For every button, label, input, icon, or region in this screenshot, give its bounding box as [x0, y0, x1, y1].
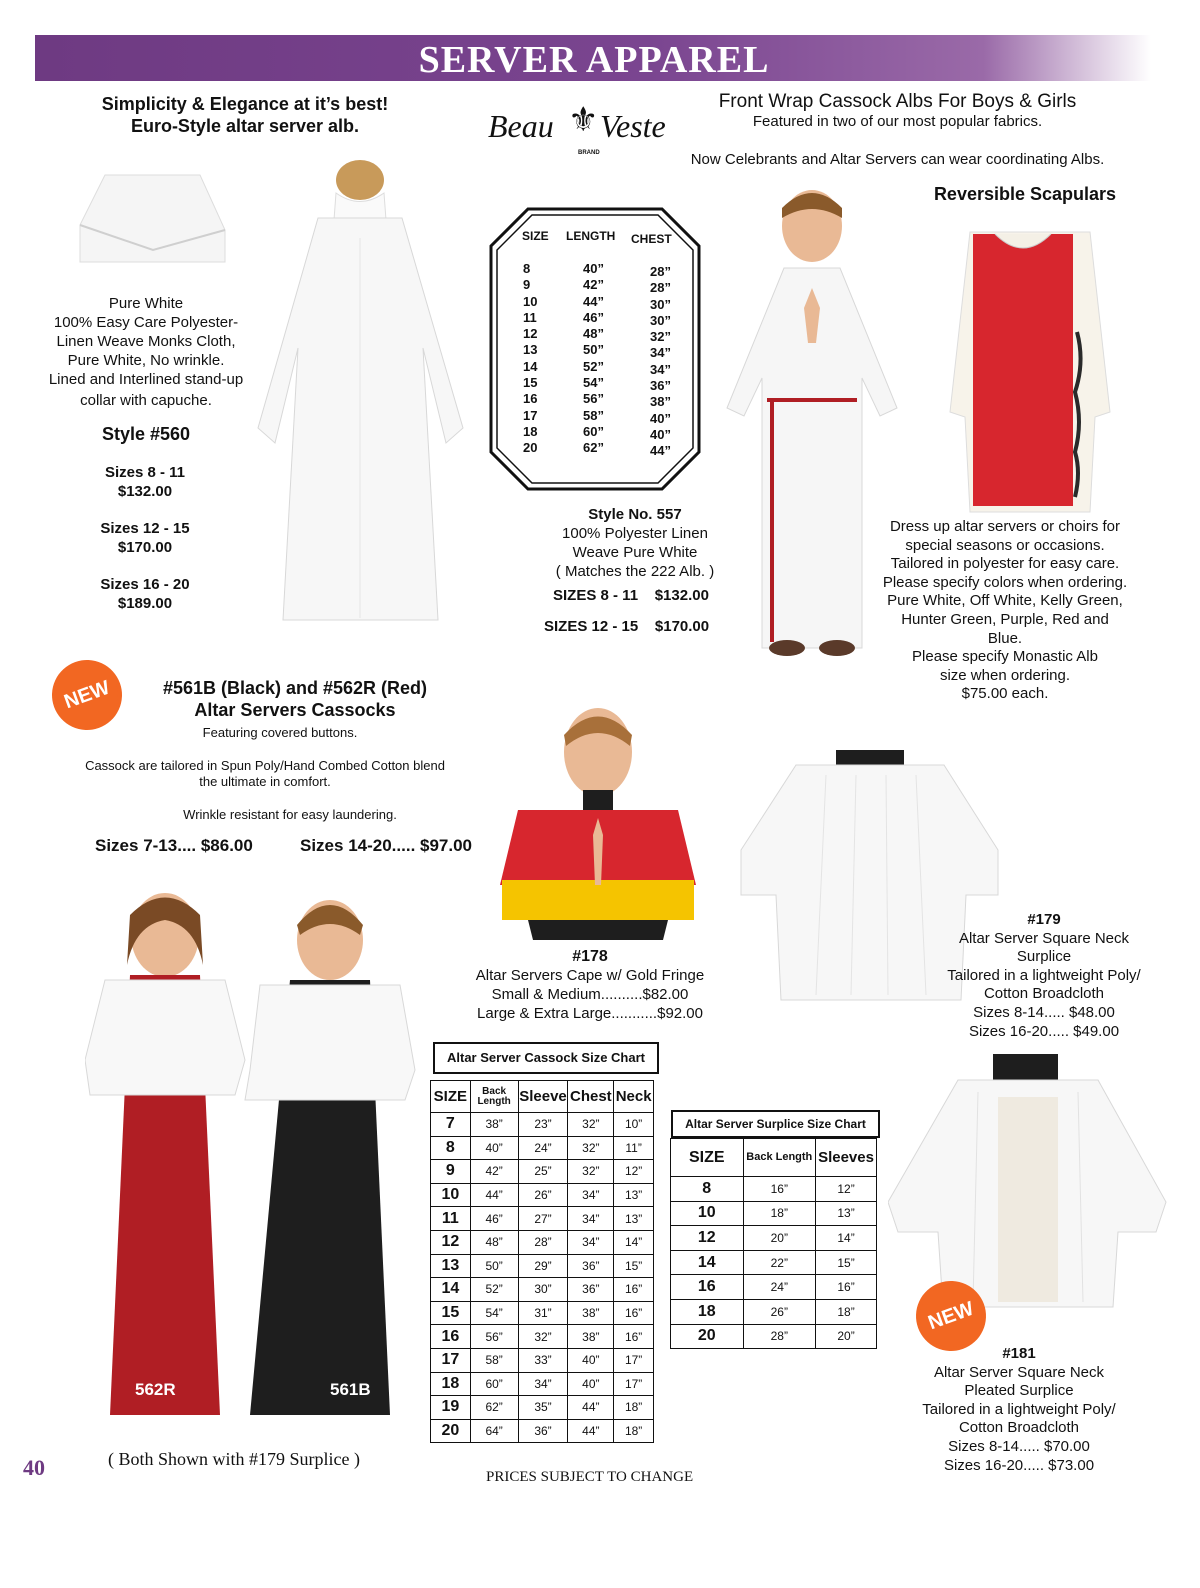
- alb560-desc-line: Pure White: [108, 295, 184, 312]
- price-value: $189.00: [117, 595, 173, 612]
- alb560-headline-line2: Euro-Style altar server alb.: [130, 116, 360, 136]
- table-cell: 13: [431, 1254, 471, 1278]
- front-wrap-sub: Featured in two of our most popular fabrics.: [752, 113, 1043, 130]
- table-cell: 33”: [518, 1348, 568, 1372]
- size-box-value: 14: [523, 358, 538, 374]
- alb560-desc-line: Pure White, No wrinkle.: [67, 352, 225, 369]
- brand-logo: [488, 100, 678, 160]
- table-cell: 20: [671, 1324, 744, 1349]
- table-cell: 44”: [470, 1183, 518, 1207]
- scapulars-desc-line: Tailored in polyester for easy care.: [890, 555, 1120, 573]
- scapulars-desc-line: special seasons or occasions.: [905, 536, 1105, 554]
- size-box-value: 40”: [650, 426, 671, 442]
- size-box-sizes: [523, 261, 537, 457]
- table-row: [431, 1113, 654, 1137]
- fleur-de-lis-icon: ⚜: [568, 101, 599, 139]
- table-cell: 8: [671, 1177, 744, 1202]
- alb560-desc-line: 100% Easy Care Polyester-: [53, 314, 239, 331]
- cape178-image: [498, 700, 698, 942]
- table-cell: 18”: [614, 1419, 654, 1443]
- alb560-prices: [60, 463, 230, 613]
- table-row: [431, 1160, 654, 1184]
- alb560-headline: [60, 93, 430, 137]
- label-561b: 561B: [330, 1380, 371, 1399]
- cassocks-price-2: Sizes 14-20..... $97.00: [300, 836, 473, 855]
- table-cell: 52”: [470, 1278, 518, 1302]
- table-cell: 8: [431, 1136, 471, 1160]
- size-box-value: 40”: [650, 410, 671, 426]
- table-cell: 40”: [568, 1372, 614, 1396]
- cape178-desc: Small & Medium..........$82.00: [491, 986, 689, 1003]
- table-cell: 36”: [518, 1419, 568, 1443]
- table-cell: 18: [671, 1299, 744, 1324]
- table-cell: 16: [671, 1275, 744, 1300]
- table-cell: 25”: [518, 1160, 568, 1184]
- table-cell: 24”: [743, 1275, 816, 1300]
- scapulars-desc-line: Pure White, Off White, Kelly Green,: [887, 592, 1123, 610]
- surplice181-desc: Pleated Surplice: [964, 1382, 1074, 1400]
- front-wrap-header: [680, 91, 1115, 169]
- table-cell: 16”: [816, 1275, 877, 1300]
- cassocks-feature: Featuring covered buttons.: [202, 725, 358, 740]
- alb560-description: [40, 294, 252, 410]
- table-row: [431, 1372, 654, 1396]
- table-cell: 10: [671, 1201, 744, 1226]
- table-cell: 34”: [568, 1183, 614, 1207]
- front-wrap-note: Now Celebrants and Altar Servers can wear coordinating Albs.: [690, 151, 1105, 168]
- size-box-value: 28”: [650, 280, 671, 296]
- price-value: $170.00: [117, 539, 173, 556]
- page-number: 40: [23, 1455, 45, 1480]
- scapular-image: [945, 212, 1115, 514]
- table-cell: 10”: [614, 1113, 654, 1137]
- table-cell: 10: [431, 1183, 471, 1207]
- size-box-value: 54”: [583, 375, 604, 391]
- scapulars-title: Reversible Scapulars: [933, 184, 1117, 204]
- new-badge: NEW: [47, 655, 126, 734]
- table-cell: 14”: [614, 1230, 654, 1254]
- table-cell: 18”: [614, 1396, 654, 1420]
- size-box-value: 48”: [583, 326, 604, 342]
- scapulars-desc-line: Dress up altar servers or choirs for: [889, 518, 1121, 535]
- size-box-value: 60”: [583, 423, 604, 439]
- table-row: [431, 1136, 654, 1160]
- table-cell: 17”: [614, 1348, 654, 1372]
- surplice179-desc: Sizes 8-14..... $48.00: [973, 1003, 1115, 1021]
- scapulars-desc-line: Hunter Green, Purple, Red and: [901, 610, 1109, 628]
- table-cell: 16”: [614, 1278, 654, 1302]
- table-row: [671, 1250, 877, 1275]
- size-box-value: 8: [523, 261, 531, 276]
- table-cell: 14: [671, 1250, 744, 1275]
- table-cell: 12: [671, 1226, 744, 1251]
- scapulars-desc-line: Blue.: [987, 629, 1023, 647]
- size-box-header: CHEST: [631, 232, 672, 246]
- surplice179-number: #179: [1027, 911, 1061, 928]
- size-box-value: 16: [523, 391, 538, 407]
- table-cell: 36”: [568, 1254, 614, 1278]
- size-box-value: 62”: [583, 440, 604, 456]
- style557-price-2: SIZES 12 - 15 $170.00: [544, 618, 710, 635]
- table-cell: 50”: [470, 1254, 518, 1278]
- table-row: [431, 1348, 654, 1372]
- table-cell: 18: [431, 1372, 471, 1396]
- table-cell: 23”: [518, 1113, 568, 1137]
- size-box-value: 30”: [650, 296, 671, 312]
- table-row: [671, 1299, 877, 1324]
- table-cell: 9: [431, 1160, 471, 1184]
- cassock-chart-header: Back Length: [470, 1081, 518, 1113]
- surplice181-desc: Tailored in a lightweight Poly/: [922, 1400, 1116, 1418]
- table-row: [431, 1183, 654, 1207]
- surplice179-desc: Cotton Broadcloth: [983, 985, 1105, 1003]
- cassock-size-chart: [430, 1080, 654, 1443]
- surplice181-desc: Sizes 16-20..... $73.00: [943, 1456, 1095, 1474]
- brand-name-1: Beau: [488, 108, 554, 144]
- table-row: [431, 1419, 654, 1443]
- style557-desc: 100% Polyester Linen: [562, 525, 708, 542]
- size-box-value: 32”: [650, 329, 671, 345]
- table-row: [671, 1324, 877, 1349]
- size-box-value: 12: [523, 326, 538, 342]
- table-cell: 32”: [568, 1160, 614, 1184]
- front-wrap-title: Front Wrap Cassock Albs For Boys & Girls: [718, 91, 1077, 112]
- table-cell: 12”: [614, 1160, 654, 1184]
- table-cell: 14”: [816, 1226, 877, 1251]
- table-cell: 11: [431, 1207, 471, 1231]
- table-cell: 38”: [568, 1301, 614, 1325]
- table-cell: 24”: [518, 1136, 568, 1160]
- table-cell: 60”: [470, 1372, 518, 1396]
- table-cell: 26”: [518, 1183, 568, 1207]
- table-cell: 64”: [470, 1419, 518, 1443]
- brand-sub: BRAND: [578, 150, 600, 156]
- cape178-desc: Large & Extra Large...........$92.00: [477, 1005, 703, 1022]
- price-size: Sizes 12 - 15: [100, 520, 190, 537]
- table-cell: 16”: [614, 1325, 654, 1349]
- style557-title: Style No. 557: [588, 506, 682, 523]
- cassock-kids-image: [85, 885, 425, 1430]
- capuche-collar-image: [75, 170, 230, 265]
- surplice181-block: [905, 1345, 1133, 1475]
- table-cell: 17: [431, 1348, 471, 1372]
- table-cell: 13”: [614, 1207, 654, 1231]
- surplice-size-chart: [670, 1138, 877, 1349]
- surplice181-number: #181: [1002, 1345, 1036, 1362]
- size-box-header: LENGTH: [566, 229, 616, 243]
- new-badge: NEW: [911, 1276, 990, 1355]
- size-box-value: 40”: [583, 261, 604, 276]
- table-cell: 13”: [614, 1183, 654, 1207]
- surplice-chart-header: SIZE: [671, 1139, 744, 1177]
- table-cell: 11”: [614, 1136, 654, 1160]
- size-box-value: 38”: [650, 394, 671, 410]
- table-cell: 32”: [518, 1325, 568, 1349]
- surplice181-image: [888, 1052, 1170, 1310]
- style557-price-1: SIZES 8 - 11 $132.00: [553, 587, 709, 604]
- alb560-style: Style #560: [101, 424, 191, 444]
- table-cell: 40”: [568, 1348, 614, 1372]
- table-cell: 28”: [743, 1324, 816, 1349]
- size-box-value: 44”: [583, 293, 604, 309]
- table-cell: 15”: [816, 1250, 877, 1275]
- size-box-value: 10: [523, 293, 538, 309]
- table-row: [671, 1177, 877, 1202]
- size-box-lengths: [583, 261, 604, 457]
- surplice-chart-header: Sleeves: [816, 1139, 877, 1177]
- prices-note: PRICES SUBJECT TO CHANGE: [486, 1469, 694, 1485]
- table-row: [431, 1325, 654, 1349]
- size-box-value: 28”: [650, 264, 671, 279]
- cassocks-desc-line: Cassock are tailored in Spun Poly/Hand Combed Cotton blend: [85, 758, 445, 773]
- table-cell: 34”: [518, 1372, 568, 1396]
- table-row: [671, 1201, 877, 1226]
- page-title: SERVER APPAREL: [418, 39, 770, 81]
- table-row: [431, 1230, 654, 1254]
- alb560-desc-line: Lined and Interlined stand-up: [48, 371, 244, 388]
- table-cell: 34”: [568, 1207, 614, 1231]
- table-row: [431, 1207, 654, 1231]
- cassocks-price-1: Sizes 7-13.... $86.00: [95, 836, 253, 855]
- alb560-headline-line1: Simplicity & Elegance at it’s best!: [101, 94, 389, 114]
- cassocks-desc-line: the ultimate in comfort.: [199, 774, 331, 789]
- alb560-desc-line: collar with capuche.: [80, 392, 212, 409]
- table-row: [671, 1275, 877, 1300]
- size-box-value: 20: [523, 440, 538, 456]
- table-cell: 32”: [568, 1113, 614, 1137]
- size-box-value: 18: [523, 423, 538, 439]
- table-row: [431, 1278, 654, 1302]
- cape178-desc: Altar Servers Cape w/ Gold Fringe: [475, 967, 705, 984]
- table-cell: 16”: [614, 1301, 654, 1325]
- table-cell: 28”: [518, 1230, 568, 1254]
- scapulars-desc-line: Please specify Monastic Alb: [912, 648, 1098, 666]
- cassock-chart-header: SIZE: [431, 1081, 471, 1113]
- size-box-value: 52”: [583, 358, 604, 374]
- cassock-chart-header: Chest: [568, 1081, 614, 1113]
- table-cell: 48”: [470, 1230, 518, 1254]
- table-cell: 22”: [743, 1250, 816, 1275]
- table-cell: 16: [431, 1325, 471, 1349]
- alb560-image: [248, 158, 473, 628]
- size-box-value: 15: [523, 375, 538, 391]
- table-cell: 62”: [470, 1396, 518, 1420]
- table-cell: 44”: [568, 1419, 614, 1443]
- style557-block: [535, 505, 735, 581]
- table-cell: 38”: [470, 1113, 518, 1137]
- table-row: [671, 1226, 877, 1251]
- size-box-value: 11: [523, 309, 537, 325]
- cassock-chart-header: Neck: [614, 1081, 654, 1113]
- table-cell: 19: [431, 1396, 471, 1420]
- table-cell: 12”: [816, 1177, 877, 1202]
- size-box-value: 13: [523, 342, 538, 358]
- cape178-number: #178: [572, 948, 608, 965]
- scapulars-description: [870, 518, 1140, 704]
- size-box-value: 34”: [650, 345, 671, 361]
- surplice-chart-title: Altar Server Surplice Size Chart: [671, 1110, 880, 1138]
- table-cell: 26”: [743, 1299, 816, 1324]
- table-cell: 34”: [568, 1230, 614, 1254]
- table-cell: 14: [431, 1278, 471, 1302]
- surplice181-desc: Sizes 8-14..... $70.00: [948, 1437, 1090, 1455]
- cassock-chart-header: Sleeve: [518, 1081, 568, 1113]
- cape178-block: [460, 947, 720, 1023]
- cassocks-title-line1: #561B (Black) and #562R (Red): [162, 678, 428, 698]
- surplice179-desc: Altar Server Square Neck: [958, 929, 1130, 947]
- size-box-value: 42”: [583, 277, 604, 293]
- table-cell: 20”: [816, 1324, 877, 1349]
- table-cell: 20: [431, 1419, 471, 1443]
- label-562r: 562R: [135, 1380, 176, 1399]
- scapulars-desc-line: Please specify colors when ordering.: [882, 573, 1128, 591]
- brand-name-2: Veste: [600, 108, 666, 144]
- cassock-chart-title: Altar Server Cassock Size Chart: [433, 1042, 659, 1074]
- surplice179-desc: Surplice: [1016, 948, 1072, 966]
- table-cell: 32”: [568, 1136, 614, 1160]
- table-cell: 30”: [518, 1278, 568, 1302]
- size-box-value: 36”: [650, 378, 671, 394]
- table-cell: 56”: [470, 1325, 518, 1349]
- size-box-value: 9: [523, 277, 531, 293]
- table-cell: 38”: [568, 1325, 614, 1349]
- table-cell: 16”: [743, 1177, 816, 1202]
- table-cell: 13”: [816, 1201, 877, 1226]
- table-cell: 15: [431, 1301, 471, 1325]
- table-cell: 54”: [470, 1301, 518, 1325]
- table-cell: 35”: [518, 1396, 568, 1420]
- table-row: [431, 1254, 654, 1278]
- table-cell: 36”: [568, 1278, 614, 1302]
- table-cell: 17”: [614, 1372, 654, 1396]
- surplice181-desc: Cotton Broadcloth: [958, 1419, 1080, 1437]
- table-cell: 46”: [470, 1207, 518, 1231]
- cassocks-title-line2: Altar Servers Cassocks: [194, 700, 396, 720]
- table-cell: 27”: [518, 1207, 568, 1231]
- style557-desc: ( Matches the 222 Alb. ): [555, 563, 715, 580]
- scapulars-desc-line: size when ordering.: [939, 666, 1071, 684]
- size-box-value: 34”: [650, 361, 671, 377]
- surplice179-desc: Tailored in a lightweight Poly/: [947, 966, 1141, 984]
- size-box-value: 56”: [583, 391, 604, 407]
- table-row: [431, 1301, 654, 1325]
- cassocks-title: [120, 677, 470, 721]
- price-size: Sizes 16 - 20: [100, 576, 190, 593]
- size-box-header: SIZE: [522, 229, 549, 243]
- table-cell: 40”: [470, 1136, 518, 1160]
- table-cell: 15”: [614, 1254, 654, 1278]
- price-size: Sizes 8 - 11: [104, 464, 186, 481]
- cassocks-caption: ( Both Shown with #179 Surplice ): [108, 1449, 360, 1469]
- surplice-chart-header: Back Length: [743, 1139, 816, 1177]
- size-box-value: 44”: [650, 443, 671, 459]
- table-cell: 42”: [470, 1160, 518, 1184]
- table-cell: 18”: [743, 1201, 816, 1226]
- table-cell: 20”: [743, 1226, 816, 1251]
- table-cell: 12: [431, 1230, 471, 1254]
- surplice179-desc: Sizes 16-20..... $49.00: [968, 1022, 1120, 1040]
- cassocks-description: [60, 758, 470, 790]
- size-box-value: 58”: [583, 407, 604, 423]
- table-cell: 29”: [518, 1254, 568, 1278]
- table-cell: 44”: [568, 1396, 614, 1420]
- size-box-chests: [650, 264, 671, 460]
- cassocks-wrinkle-note: Wrinkle resistant for easy laundering.: [183, 807, 397, 822]
- surplice179-block: [930, 911, 1158, 1041]
- table-cell: 18”: [816, 1299, 877, 1324]
- alb560-desc-line: Linen Weave Monks Cloth,: [56, 333, 236, 350]
- size-box-value: 50”: [583, 342, 604, 358]
- table-cell: 7: [431, 1113, 471, 1137]
- table-row: [431, 1396, 654, 1420]
- size-box-value: 46”: [583, 309, 604, 325]
- size-box-value: 30”: [650, 312, 671, 328]
- scapulars-desc-line: $75.00 each.: [961, 685, 1049, 703]
- table-cell: 58”: [470, 1348, 518, 1372]
- style557-desc: Weave Pure White: [572, 544, 698, 561]
- size-box-value: 17: [523, 407, 538, 423]
- surplice181-desc: Altar Server Square Neck: [933, 1363, 1105, 1381]
- price-value: $132.00: [117, 483, 173, 500]
- table-cell: 31”: [518, 1301, 568, 1325]
